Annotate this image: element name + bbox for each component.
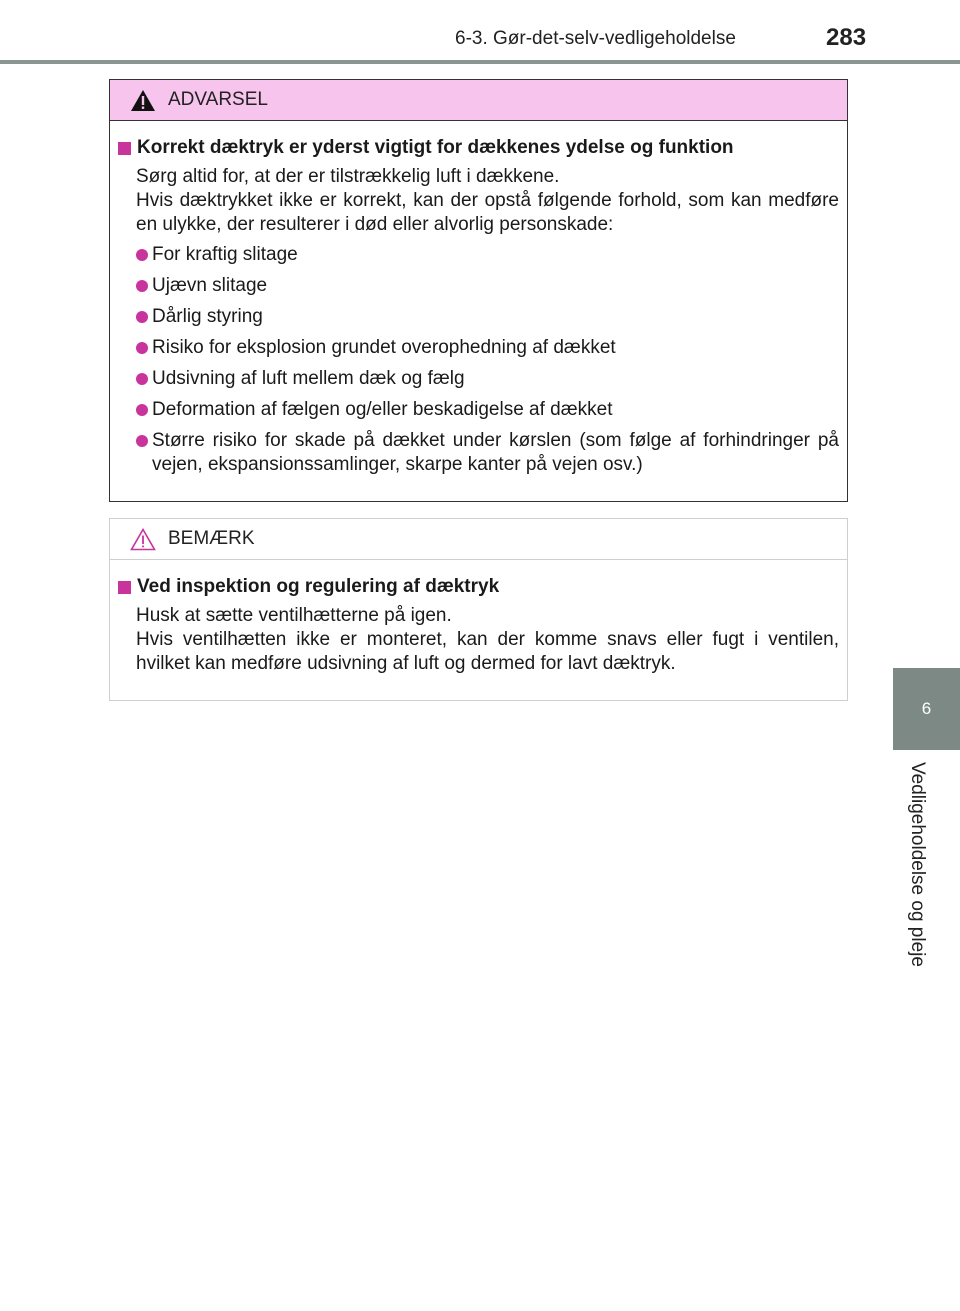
warning-title bbox=[118, 137, 839, 159]
note-label: BEMÆRK bbox=[168, 528, 255, 549]
list-item: Større risiko for skade på dækket under kørslen (som følge af forhindringer på vejen, ekspansionssamlinger, skarpe kanter på vejen osv.) bbox=[118, 429, 839, 477]
list-item: For kraftig slitage bbox=[118, 243, 839, 267]
warning-body bbox=[110, 121, 847, 477]
chapter-number: 6 bbox=[921, 699, 932, 718]
circle-bullet-icon bbox=[136, 373, 148, 385]
list-item: Ujævn slitage bbox=[118, 274, 839, 298]
section-header: 6-3. Gør-det-selv-vedligeholdelse bbox=[455, 28, 736, 49]
square-bullet-icon bbox=[118, 581, 131, 594]
square-bullet-icon bbox=[118, 142, 131, 155]
list-item: Dårlig styring bbox=[118, 305, 839, 329]
warning-box bbox=[109, 79, 848, 502]
list-item: Udsivning af luft mellem dæk og fælg bbox=[118, 367, 839, 391]
warning-list bbox=[118, 243, 839, 477]
chapter-tab bbox=[893, 668, 960, 750]
circle-bullet-icon bbox=[136, 311, 148, 323]
note-header bbox=[110, 519, 847, 560]
warning-intro-2: Hvis dæktrykket ikke er korrekt, kan der opstå følgende forhold, som kan medføre en ulykke, der resulterer i død eller alvorlig personskade: bbox=[136, 190, 839, 235]
caution-triangle-icon bbox=[130, 528, 156, 551]
circle-bullet-icon bbox=[136, 404, 148, 416]
note-box bbox=[109, 518, 848, 701]
warning-title-text: Korrekt dæktryk er yderst vigtigt for dækkenes ydelse og funktion bbox=[137, 137, 734, 158]
warning-triangle-icon bbox=[130, 89, 156, 112]
circle-bullet-icon bbox=[136, 249, 148, 261]
note-title bbox=[118, 576, 839, 598]
note-line-2: Hvis ventilhætten ikke er monteret, kan der komme snavs eller fugt i ventilen, hvilket kan medføre udsivning af luft og dermed for lavt dæktryk. bbox=[136, 629, 839, 674]
circle-bullet-icon bbox=[136, 280, 148, 292]
note-body bbox=[110, 560, 847, 676]
chapter-title: Vedligeholdelse og pleje bbox=[907, 762, 928, 967]
warning-label: ADVARSEL bbox=[168, 89, 268, 110]
header-rule bbox=[0, 60, 960, 64]
circle-bullet-icon bbox=[136, 435, 148, 447]
warning-intro-1: Sørg altid for, at der er tilstrækkelig luft i dækkene. bbox=[136, 166, 560, 187]
circle-bullet-icon bbox=[136, 342, 148, 354]
note-line-1: Husk at sætte ventilhætterne på igen. bbox=[136, 605, 452, 626]
page-number: 283 bbox=[826, 24, 867, 51]
warning-header bbox=[110, 80, 847, 121]
note-title-text: Ved inspektion og regulering af dæktryk bbox=[137, 576, 500, 597]
list-item: Deformation af fælgen og/eller beskadigelse af dækket bbox=[118, 398, 839, 422]
list-item: Risiko for eksplosion grundet overophedning af dækket bbox=[118, 336, 839, 360]
